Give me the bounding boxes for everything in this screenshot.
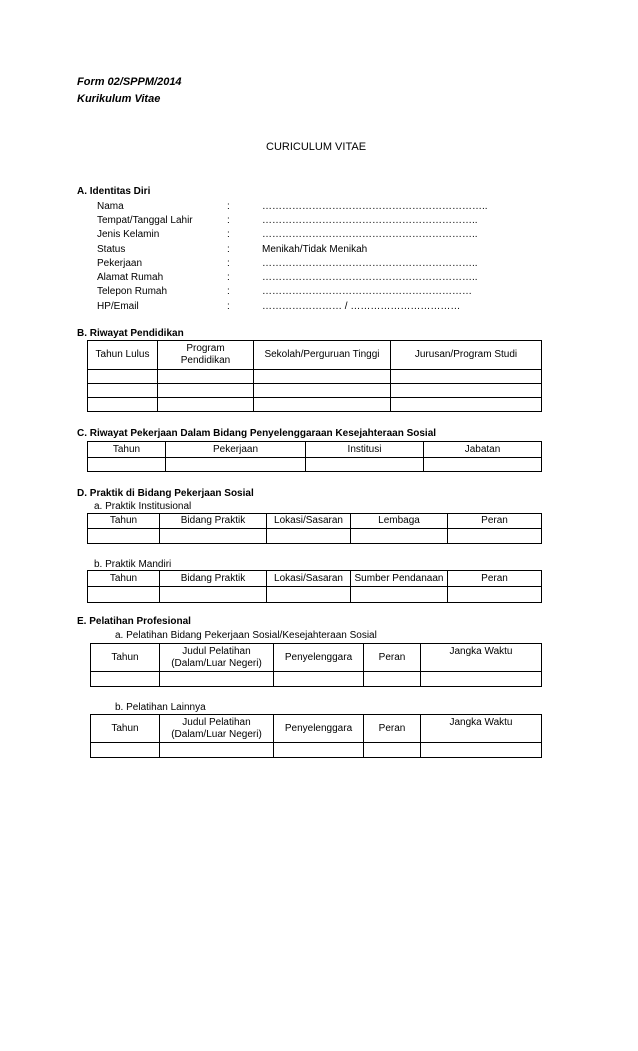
table-cell[interactable] <box>421 672 542 687</box>
field-value: Menikah/Tidak Menikah <box>262 244 368 255</box>
header-cell: Jurusan/Program Studi <box>391 341 542 370</box>
table-row <box>91 743 542 758</box>
table-cell[interactable] <box>267 587 351 603</box>
field-value: ………………………………………………………….. <box>262 201 488 212</box>
header-cell: Lokasi/Sasaran <box>267 571 351 587</box>
table-cell[interactable] <box>391 398 542 412</box>
header-cell: Peran <box>448 514 542 529</box>
table-cell[interactable] <box>158 398 254 412</box>
table-cell[interactable] <box>160 672 274 687</box>
other-training-table <box>90 714 542 758</box>
header-cell: Tahun Lulus <box>88 341 158 370</box>
subsection-title: a. Praktik Institusional <box>94 501 192 512</box>
work-history-table <box>87 441 542 472</box>
subsection-title: b. Praktik Mandiri <box>94 559 172 570</box>
subsection-title: a. Pelatihan Bidang Pekerjaan Sosial/Kesejahteraan Sosial <box>115 630 377 641</box>
table-cell[interactable] <box>166 458 306 472</box>
table-cell[interactable] <box>91 672 160 687</box>
table-row <box>88 370 542 384</box>
table-cell[interactable] <box>424 458 542 472</box>
header-cell: Peran <box>364 644 421 672</box>
table-cell[interactable] <box>91 743 160 758</box>
table-cell[interactable] <box>88 384 158 398</box>
header-cell: Institusi <box>306 442 424 458</box>
table-cell[interactable] <box>88 529 160 544</box>
table-cell[interactable] <box>160 529 267 544</box>
table-header-row <box>88 341 542 370</box>
table-cell[interactable] <box>88 587 160 603</box>
field-colon: : <box>227 201 230 212</box>
field-value: ……………………………………………………….. <box>262 229 478 240</box>
header-cell: Jangka Waktu <box>421 715 542 743</box>
table-cell[interactable] <box>254 398 391 412</box>
table-cell[interactable] <box>88 370 158 384</box>
header-cell: Tahun <box>88 571 160 587</box>
section-b-title: B. Riwayat Pendidikan <box>77 328 184 339</box>
table-cell[interactable] <box>158 384 254 398</box>
table-cell[interactable] <box>267 529 351 544</box>
header-cell: Bidang Praktik <box>160 514 267 529</box>
field-label: Tempat/Tanggal Lahir <box>97 215 193 226</box>
table-cell[interactable] <box>421 743 542 758</box>
table-cell[interactable] <box>88 398 158 412</box>
table-row <box>88 587 542 603</box>
header-cell: Tahun <box>91 715 160 743</box>
header-cell: Tahun <box>88 442 166 458</box>
table-header-row <box>91 715 542 743</box>
header-cell: Bidang Praktik <box>160 571 267 587</box>
table-cell[interactable] <box>364 743 421 758</box>
table-cell[interactable] <box>391 370 542 384</box>
header-cell: Sumber Pendanaan <box>351 571 448 587</box>
institutional-practice-table <box>87 513 542 544</box>
field-colon: : <box>227 258 230 269</box>
field-colon: : <box>227 272 230 283</box>
independent-practice-table <box>87 570 542 603</box>
field-value: ……………………………………………………….. <box>262 258 478 269</box>
table-cell[interactable] <box>351 587 448 603</box>
table-cell[interactable] <box>448 529 542 544</box>
header-cell: Peran <box>364 715 421 743</box>
header-cell: Program Pendidikan <box>158 341 254 370</box>
table-cell[interactable] <box>254 370 391 384</box>
field-value: …………………… / …………………………… <box>262 301 461 312</box>
table-header-row <box>91 644 542 672</box>
table-cell[interactable] <box>391 384 542 398</box>
professional-training-table <box>90 643 542 687</box>
table-cell[interactable] <box>160 743 274 758</box>
table-cell[interactable] <box>254 384 391 398</box>
section-e-title: E. Pelatihan Profesional <box>77 616 191 627</box>
table-header-row <box>88 442 542 458</box>
header-cell: Penyelenggara <box>274 715 364 743</box>
education-table <box>87 340 542 412</box>
header-cell: Penyelenggara <box>274 644 364 672</box>
header-cell: Lokasi/Sasaran <box>267 514 351 529</box>
field-value: ……………………………………………………….. <box>262 272 478 283</box>
form-subtitle: Kurikulum Vitae <box>77 93 161 105</box>
field-label: HP/Email <box>97 301 139 312</box>
table-row <box>88 384 542 398</box>
field-label: Telepon Rumah <box>97 286 168 297</box>
header-cell: Tahun <box>91 644 160 672</box>
table-cell[interactable] <box>448 587 542 603</box>
field-colon: : <box>227 215 230 226</box>
field-colon: : <box>227 229 230 240</box>
header-cell: Pekerjaan <box>166 442 306 458</box>
table-row <box>88 458 542 472</box>
subsection-title: b. Pelatihan Lainnya <box>115 702 206 713</box>
table-cell[interactable] <box>364 672 421 687</box>
field-value: ……………………………………………………… <box>262 286 472 297</box>
field-colon: : <box>227 301 230 312</box>
field-colon: : <box>227 286 230 297</box>
field-label: Pekerjaan <box>97 258 143 269</box>
header-cell: Tahun <box>88 514 160 529</box>
header-cell: Jabatan <box>424 442 542 458</box>
table-header-row <box>88 571 542 587</box>
table-cell[interactable] <box>160 587 267 603</box>
header-cell: Lembaga <box>351 514 448 529</box>
page-title: CURICULUM VITAE <box>266 141 367 153</box>
header-cell: Judul Pelatihan (Dalam/Luar Negeri) <box>160 715 274 743</box>
field-label: Nama <box>97 201 124 212</box>
section-c-title: C. Riwayat Pekerjaan Dalam Bidang Penyelenggaraan Kesejahteraan Sosial <box>77 428 437 439</box>
field-label: Status <box>97 244 126 255</box>
table-cell[interactable] <box>306 458 424 472</box>
table-header-row <box>88 514 542 529</box>
section-a-title: A. Identitas Diri <box>77 186 151 197</box>
table-row <box>88 529 542 544</box>
header-cell: Peran <box>448 571 542 587</box>
table-row <box>88 398 542 412</box>
table-cell[interactable] <box>274 672 364 687</box>
table-cell[interactable] <box>88 458 166 472</box>
field-colon: : <box>227 244 230 255</box>
form-code: Form 02/SPPM/2014 <box>77 76 182 88</box>
section-d-title: D. Praktik di Bidang Pekerjaan Sosial <box>77 488 254 499</box>
field-label: Jenis Kelamin <box>97 229 160 240</box>
header-cell: Jangka Waktu <box>421 644 542 672</box>
table-row <box>91 672 542 687</box>
table-cell[interactable] <box>274 743 364 758</box>
table-cell[interactable] <box>158 370 254 384</box>
field-value: ……………………………………………………….. <box>262 215 478 226</box>
header-cell: Sekolah/Perguruan Tinggi <box>254 341 391 370</box>
table-cell[interactable] <box>351 529 448 544</box>
field-label: Alamat Rumah <box>97 272 164 283</box>
header-cell: Judul Pelatihan (Dalam/Luar Negeri) <box>160 644 274 672</box>
